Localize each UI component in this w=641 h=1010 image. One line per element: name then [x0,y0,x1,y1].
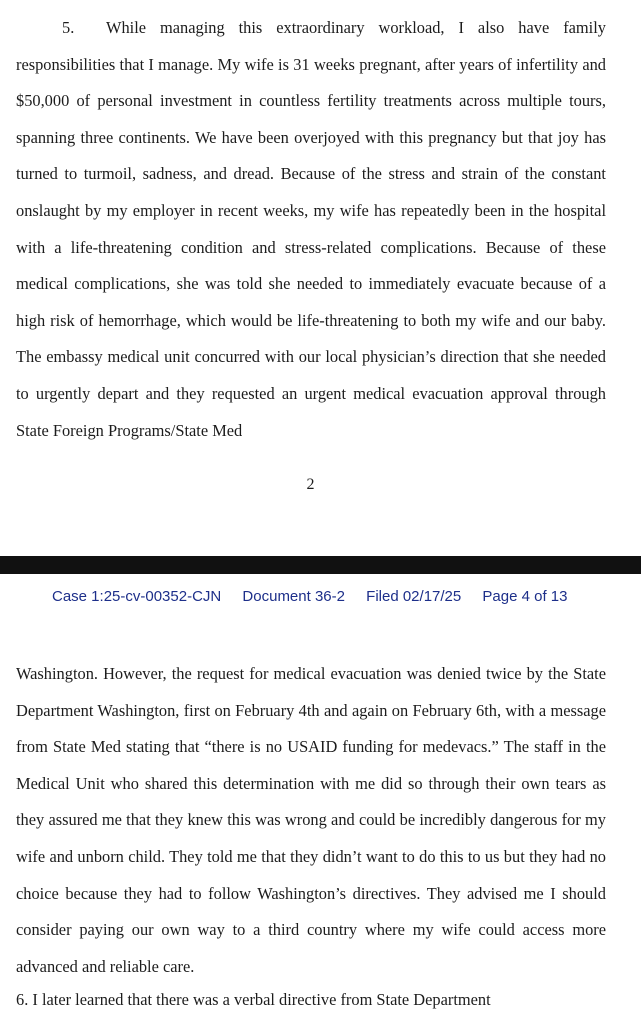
case-header [52,588,584,605]
page-count: Page 4 of 13 [482,588,568,605]
paragraph-5-text: While managing this extraordinary workload, I also have family responsibilities that I manage. My wife is 31 weeks pregnant, after years of infertility and $50,000 of personal investment in countless fertility treatments across multiple tours, spanning three continents. We have been overjoyed with this pregnancy but that joy has turned to turmoil, sadness, and dread. Because of the stress and strain of the constant onslaught by my employer in recent weeks, my wife has repeatedly been in the hospital with a life-threatening condition and stress-related complications. Because of these medical complications, she was told she needed to immediately evacuate because of a high risk of hemorrhage, which would be life-threatening to both my wife and our baby. The embassy medical unit concurred with our local physician’s direction that she needed to urgently depart and they requested an urgent medical evacuation approval through State Foreign Programs/State Med [16,18,606,440]
paragraph-number: 5. [62,18,75,37]
filed-date: Filed 02/17/25 [366,588,462,605]
paragraph-5 [16,10,606,449]
paragraph-6-partial: 6. I later learned that there was a verbal directive from State Department [16,990,491,1009]
paragraph-5-continued: Washington. However, the request for medical evacuation was denied twice by the State Department Washington, first on February 4th and again on February 6th, with a message from State Med stating that “there is no USAID funding for medevacs.” The staff in the Medical Unit who shared this determination with me did so through their own tears as they assured me that they knew this was wrong and could be incredibly dangerous for my wife and unborn child. They told me that they didn’t want to do this to us but they had no choice because they had to follow Washington’s directives. They advised me I should consider paying our own way to a third country where my wife could access more advanced and reliable care. [16,664,606,976]
page-number: 2 [306,476,315,493]
page-separator [0,556,641,574]
case-number: Case 1:25-cv-00352-CJN [52,588,222,605]
document-number: Document 36-2 [242,588,345,605]
